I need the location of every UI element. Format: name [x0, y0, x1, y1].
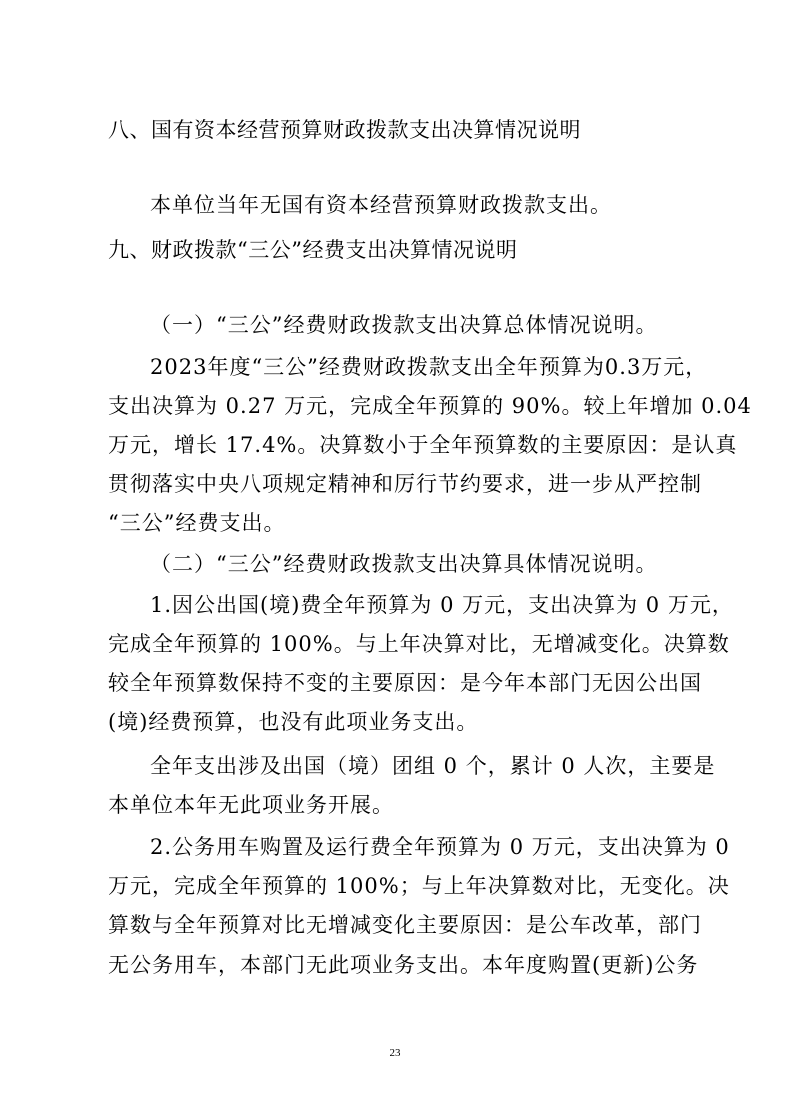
paragraph-line: 本单位本年无此项业务开展。 — [108, 793, 394, 817]
section-8-heading: 八、国有资本经营预算财政拨款支出决算情况说明 — [108, 118, 581, 142]
paragraph-line: 算数与全年预算对比无增减变化主要原因：是公车改革，部门 — [108, 913, 702, 937]
page-number: 23 — [389, 1047, 401, 1059]
paragraph-line: 万元，完成全年预算的 100%；与上年决算数对比，无变化。决 — [108, 874, 730, 898]
paragraph-line: 贯彻落实中央八项规定精神和厉行节约要求，进一步从严控制 — [108, 472, 702, 496]
paragraph-line: (境)经费预算，也没有此项业务支出。 — [108, 710, 479, 734]
paragraph-line: “三公”经费支出。 — [108, 511, 286, 535]
paragraph-line: 无公务用车，本部门无此项业务支出。本年度购置(更新)公务 — [108, 953, 699, 977]
paragraph-line: 2023年度“三公”经费财政拨款支出全年预算为0.3万元， — [150, 355, 708, 379]
paragraph-line: 1.因公出国(境)费全年预算为 0 万元，支出决算为 0 万元， — [150, 593, 734, 617]
section-8-body: 本单位当年无国有资本经营预算财政拨款支出。 — [150, 193, 612, 217]
subsection-1-heading: （一）“三公”经费财政拨款支出决算总体情况说明。 — [150, 313, 658, 337]
paragraph-line: 支出决算为 0.27 万元，完成全年预算的 90%。较上年增加 0.04 — [108, 394, 752, 418]
paragraph-line: 全年支出涉及出国（境）团组 0 个，累计 0 人次，主要是 — [150, 754, 716, 778]
paragraph-line: 完成全年预算的 100%。与上年决算对比，无增减变化。决算数 — [108, 632, 730, 656]
paragraph-line: 万元，增长 17.4%。决算数小于全年预算数的主要原因：是认真 — [108, 433, 738, 457]
subsection-2-heading: （二）“三公”经费财政拨款支出决算具体情况说明。 — [150, 552, 658, 576]
paragraph-line: 2.公务用车购置及运行费全年预算为 0 万元，支出决算为 0 — [150, 835, 730, 859]
section-9-heading: 九、财政拨款“三公”经费支出决算情况说明 — [108, 238, 518, 262]
paragraph-line: 较全年预算数保持不变的主要原因：是今年本部门无因公出国 — [108, 671, 702, 695]
